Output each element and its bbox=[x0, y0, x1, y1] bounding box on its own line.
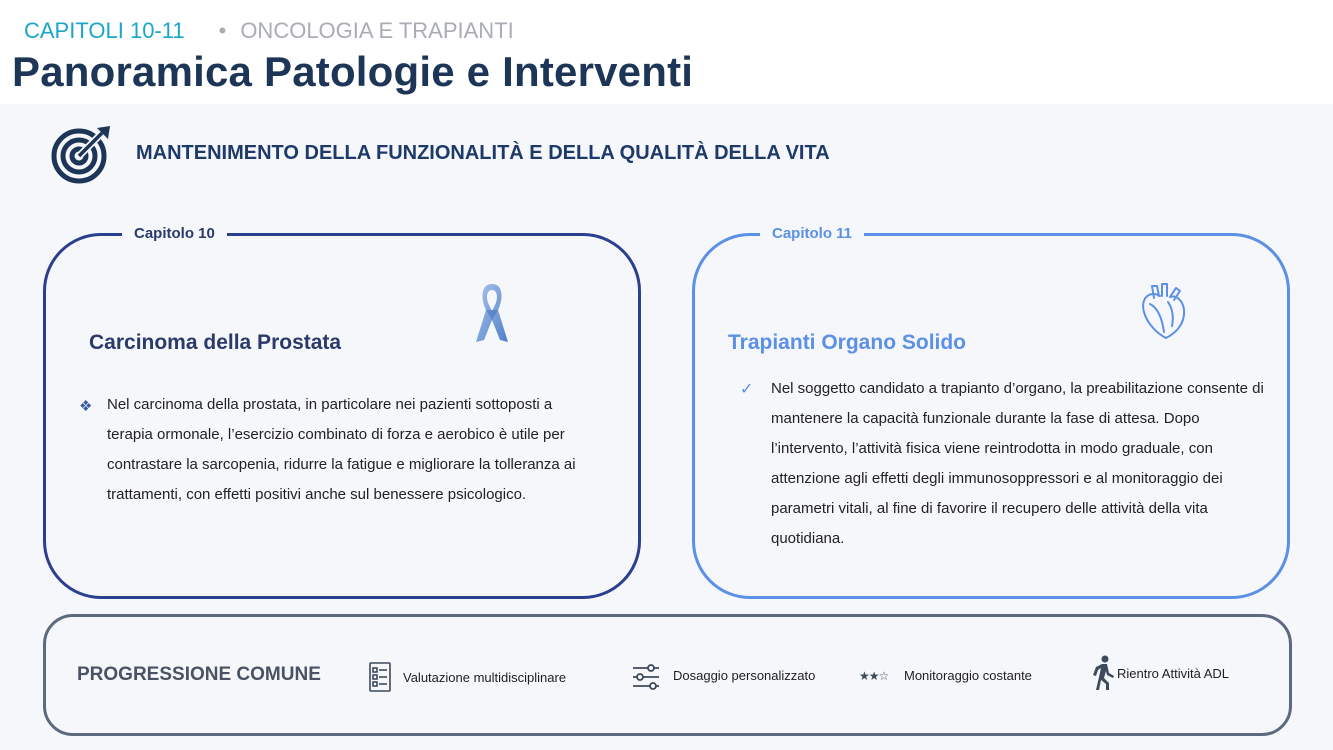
transplant-title: Trapianti Organo Solido bbox=[728, 331, 967, 354]
page-title: Panoramica Patologie e Interventi bbox=[12, 48, 694, 95]
heart-organ-icon bbox=[1138, 282, 1188, 340]
separator-dot: • bbox=[218, 18, 227, 43]
walking-person-icon bbox=[1090, 655, 1116, 691]
target-icon bbox=[50, 124, 112, 184]
progression-item-assessment: Valutazione multidisciplinare bbox=[403, 670, 567, 685]
progression-item-dosage: Dosaggio personalizzato bbox=[673, 668, 816, 683]
stars-icon: ★★☆ bbox=[859, 669, 889, 683]
transplant-text: Nel soggetto candidato a trapianto d’organo, la preabilitazione consente di mantenere la capacità funzionale durante la fase di attesa. Dopo l’intervento, l’attività fisica viene reintrodotta in modo graduale, con attenzione agli effetti degli immunosoppressori e al monitoraggio dei parametri vitali, al fine di favorire il recupero delle attività della vita quotidiana. bbox=[771, 380, 1264, 547]
progression-title: PROGRESSIONE COMUNE bbox=[77, 664, 321, 685]
topic-label: ONCOLOGIA E TRAPIANTI bbox=[240, 18, 514, 43]
checklist-icon bbox=[368, 661, 392, 693]
chapter-kicker bbox=[24, 18, 514, 44]
sliders-icon bbox=[631, 663, 661, 691]
diamond-bullet-icon: ❖ bbox=[79, 398, 93, 415]
progression-item-monitoring: Monitoraggio costante bbox=[904, 668, 1032, 683]
goal-title: MANTENIMENTO DELLA FUNZIONALITÀ E DELLA QUALITÀ DELLA VITA bbox=[136, 142, 830, 164]
progression-item-adl: Rientro Attività ADL bbox=[1117, 666, 1229, 681]
header bbox=[0, 0, 1333, 104]
chapter-label: CAPITOLI 10-11 bbox=[24, 18, 185, 43]
prostate-cancer-text: Nel carcinoma della prostata, in particolare nei pazienti sottoposti a terapia ormonale, l’esercizio combinato di forza e aerobico è utile per contrastare la sarcopenia, ridurre la fatigue e migliorare la tolleranza ai trattamenti, con effetti positivi anche sul benessere psicologico. bbox=[107, 396, 576, 503]
prostate-cancer-title: Carcinoma della Prostata bbox=[89, 331, 342, 354]
awareness-ribbon-icon bbox=[474, 280, 510, 346]
chapter-11-tag: Capitolo 11 bbox=[760, 224, 864, 244]
check-bullet-icon: ✓ bbox=[740, 381, 754, 398]
chapter-10-tag: Capitolo 10 bbox=[122, 224, 227, 244]
